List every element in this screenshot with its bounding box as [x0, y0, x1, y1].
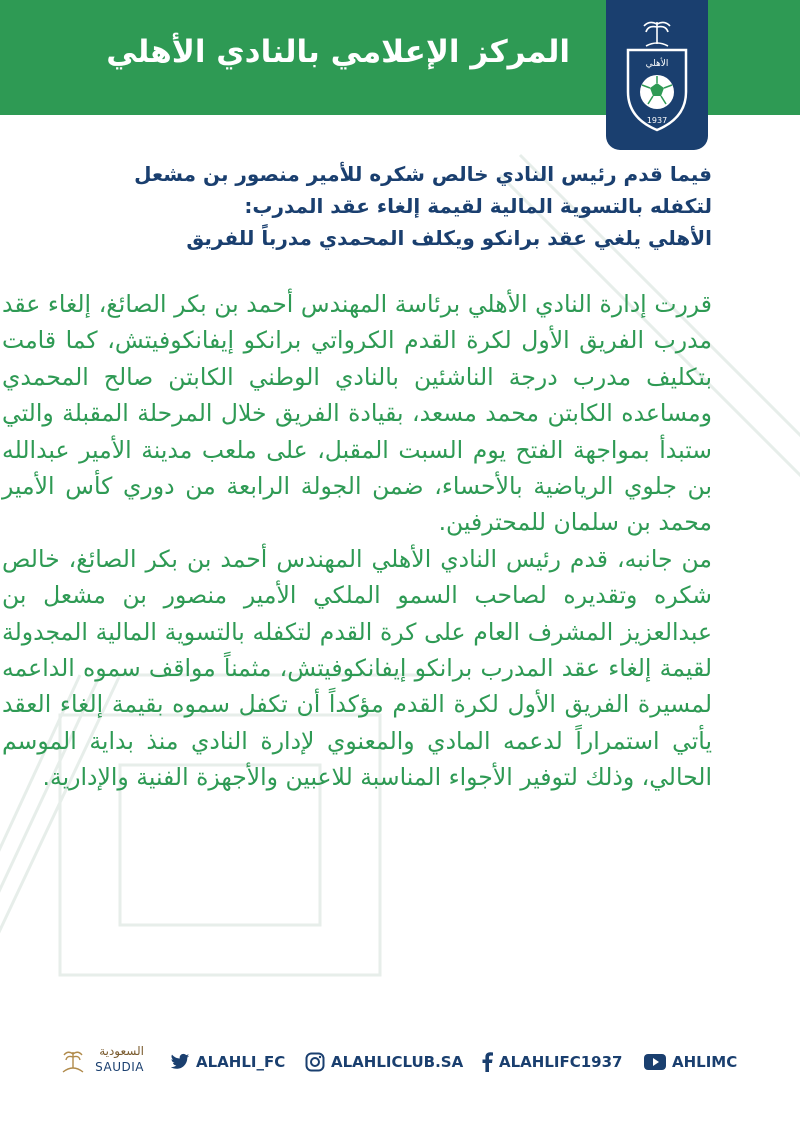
sponsor-name-english: SAUDIA — [95, 1060, 144, 1074]
article-body — [2, 286, 712, 796]
headline-line: الأهلي يلغي عقد برانكو ويكلف المحمدي مدرباً للفريق — [186, 226, 712, 250]
social-instagram[interactable] — [305, 1050, 463, 1074]
al-ahli-crest-icon — [606, 0, 708, 150]
facebook-icon — [481, 1052, 493, 1072]
twitter-icon — [170, 1053, 190, 1071]
social-youtube[interactable] — [644, 1050, 737, 1074]
social-facebook[interactable] — [481, 1050, 622, 1074]
twitter-handle: ALAHLI_FC — [196, 1053, 286, 1071]
page-title: المركز الإعلامي بالنادي الأهلي — [106, 34, 570, 70]
emblem-year: 1937 — [646, 116, 668, 125]
club-emblem — [606, 0, 708, 150]
youtube-handle: AHLIMC — [672, 1053, 738, 1071]
sponsor-logo — [60, 1044, 144, 1080]
headline-line: فيما قدم رئيس النادي خالص شكره للأمير منصور بن مشعل — [134, 162, 712, 186]
instagram-icon — [305, 1052, 325, 1072]
headline — [72, 158, 712, 254]
body-paragraph: قررت إدارة النادي الأهلي برئاسة المهندس أحمد بن بكر الصائغ، إلغاء عقد مدرب الفريق الأول لكرة القدم الكرواتي برانكو إيفانكوفيتش، كما قامت بتكليف مدرب درجة الناشئين بالنادي الوطني الكابتن صالح المحمدي ومساعده الكابتن محمد مسعد، بقيادة الفريق خلال المرحلة المقبلة والتي ستبدأ بمواجهة الفتح يوم السبت المقبل، على ملعب مدينة الأمير عبدالله بن جلوي الرياضية بالأحساء، ضمن الجولة الرابعة من دوري كأس الأمير محمد بن سلمان للمحترفين. — [2, 290, 712, 537]
footer — [0, 1040, 800, 1080]
svg-text:الأهلي: الأهلي — [645, 59, 669, 69]
social-twitter[interactable] — [170, 1050, 285, 1074]
body-paragraph: من جانبه، قدم رئيس النادي الأهلي المهندس أحمد بن بكر الصائغ، خالص شكره وتقديره لصاحب السمو الملكي الأمير منصور بن مشعل بن عبدالعزيز المشرف العام على كرة القدم لتكفله بالتسوية المالية المجدولة لقيمة إلغاء عقد المدرب برانكو إيفانكوفيتش، مثمناً مواقف سموه الداعمه لمسيرة الفريق الأول لكرة القدم مؤكداً أن تكفل سموه بقيمة إلغاء العقد يأتي استمراراً لدعمه المادي والمعنوي لإدارة النادي منذ بداية الموسم الحالي، وذلك لتوفير الأجواء المناسبة للاعبين والأجهزة الفنية والإدارية. — [2, 544, 712, 792]
saudia-palm-swords-icon — [60, 1046, 86, 1076]
headline-line: لتكفله بالتسوية المالية لقيمة إلغاء عقد المدرب: — [244, 194, 712, 218]
facebook-handle: ALAHLIFC1937 — [499, 1053, 623, 1071]
youtube-icon — [644, 1054, 666, 1070]
sponsor-name-arabic: السعودية — [99, 1044, 144, 1058]
instagram-handle: ALAHLICLUB.SA — [331, 1053, 464, 1071]
